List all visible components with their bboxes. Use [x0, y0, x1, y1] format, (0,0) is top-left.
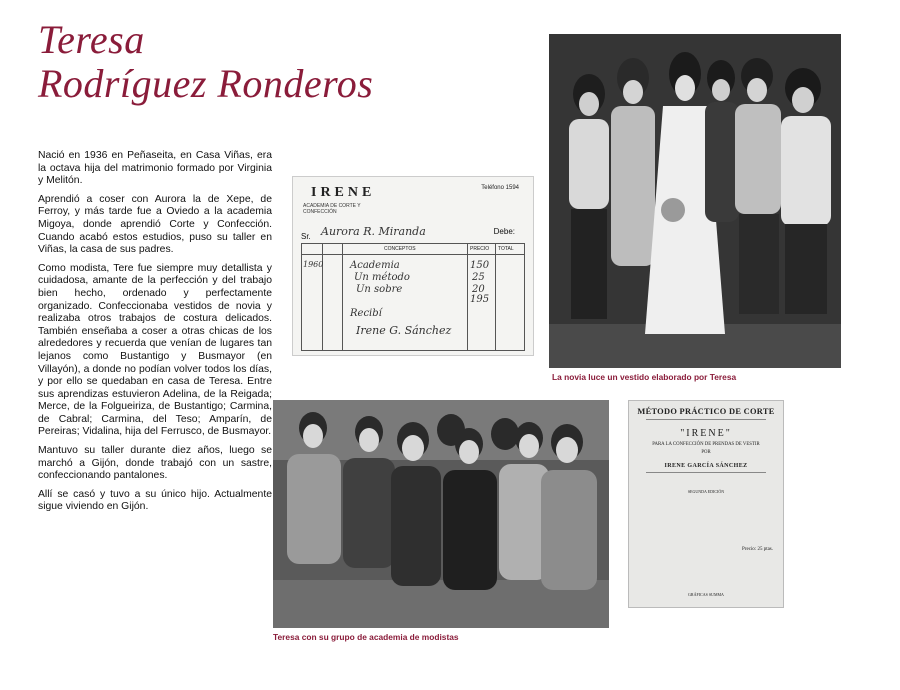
receipt-col-rule [342, 244, 343, 350]
bio-paragraph: Nació en 1936 en Peñaseita, en Casa Viñas, era la octava hija del matrimonio formado por Virginia y Melitón. [38, 150, 272, 187]
group-photo-figures [273, 400, 609, 628]
wedding-photo-figures [549, 34, 841, 368]
receipt-col-total: TOTAL [498, 246, 514, 252]
wedding-photo-caption: La novia luce un vestido elaborado por Teresa [552, 372, 737, 382]
receipt-table [301, 243, 525, 351]
bio-paragraph: Como modista, Tere fue siempre muy detallista y cuidadosa, amante de la perfección y del trabajo bien hecho, ordenado y perfectamente organizado. Confeccionaba vestidos de novia y realizaba otros trabajos de costura delicados. También enseñaba a coser a otras chicas de los alrededores y recuerda que venían de lugares tan lejanos como Bustantigo y Busmayor (en Villayón), a donde no podían volver todos los días, y por ello se quedaban en casa de Teresa. Entre sus aprendizas estuvieron Adelina, de la Reigada; Merce, de la Folgueiriza, de Bustantigo; Carmina, de Cabral; Carmina, del Teso; Amparín, de Pereiras; Vidalina, hija del Ferrusco, de Busmayor. [38, 262, 272, 438]
book-edition: SEGUNDA EDICIÓN [687, 489, 725, 494]
title-surnames: Rodríguez Ronderos [38, 61, 374, 106]
receipt-col-concepts: CONCEPTOS [384, 246, 416, 252]
book-rule [646, 472, 766, 473]
receipt-amount: 150 [470, 260, 490, 271]
receipt-handwritten-recibi: Recibí [350, 308, 382, 319]
book-price: Precio: 25 ptas. [742, 547, 773, 552]
bio-paragraph: Aprendió a coser con Aurora la de Xepe, de Ferroy, y más tarde fue a Oviedo a la academia Migoya, donde aprendió Corte y Confección. Cuando acabó estos estudios, puso su taller en Viñas, la casa de sus padres. [38, 193, 272, 256]
bio-paragraph: Allí se casó y tuvo a su único hijo. Actualmente sigue viviendo en Gijón. [38, 488, 272, 513]
receipt-phone: Teléfono 1594 [481, 185, 519, 191]
group-photo-caption: Teresa con su grupo de academia de modistas [273, 632, 459, 642]
book-rule [646, 419, 766, 420]
receipt-handwritten-line: Un sobre [356, 284, 403, 295]
book-publisher: GRÁFICAS SUMMA [688, 592, 724, 597]
receipt-image [292, 176, 534, 356]
receipt-col-precio: PRECIO [470, 246, 490, 252]
receipt-handwritten-line: Academia [350, 260, 400, 271]
receipt-debe-label: Debe: [493, 227, 515, 236]
book-brand: "IRENE" [680, 428, 732, 439]
group-photo [273, 400, 609, 628]
receipt-col-rule [495, 244, 496, 350]
book-author: IRENE GARCÍA SÁNCHEZ [664, 463, 748, 469]
receipt-sr-label: Sr. [301, 232, 311, 241]
book-title: MÉTODO PRÁCTICO DE CORTE [637, 407, 775, 416]
receipt-amount-total: 195 [470, 294, 490, 305]
receipt-col-rule [467, 244, 468, 350]
receipt-handwritten-name: Aurora R. Miranda [321, 225, 426, 238]
receipt-subtitle: ACADEMIA DE CORTE Y CONFECCIÓN [303, 203, 361, 215]
wedding-photo [549, 34, 841, 368]
book-por: POR [701, 450, 711, 455]
biography-text [38, 150, 272, 520]
receipt-table-header-rule [302, 254, 524, 255]
receipt-brand: IRENE [311, 185, 376, 200]
receipt-handwritten-date: 1960 [303, 260, 324, 269]
bio-paragraph: Mantuvo su taller durante diez años, luego se marchó a Gijón, donde trabajó con un sastre, confeccionando pantalones. [38, 445, 272, 482]
book-subtitle: PARA LA CONFECCIÓN DE PRENDAS DE VESTIR [652, 442, 760, 447]
receipt-amount: 25 [472, 272, 485, 283]
title-first-name: Teresa [38, 17, 145, 62]
receipt-signature: Irene G. Sánchez [356, 324, 452, 337]
page-title [38, 18, 373, 106]
receipt-handwritten-line: Un método [354, 272, 410, 283]
book-cover-image [628, 400, 784, 608]
receipt-amount: 20 [472, 284, 485, 295]
